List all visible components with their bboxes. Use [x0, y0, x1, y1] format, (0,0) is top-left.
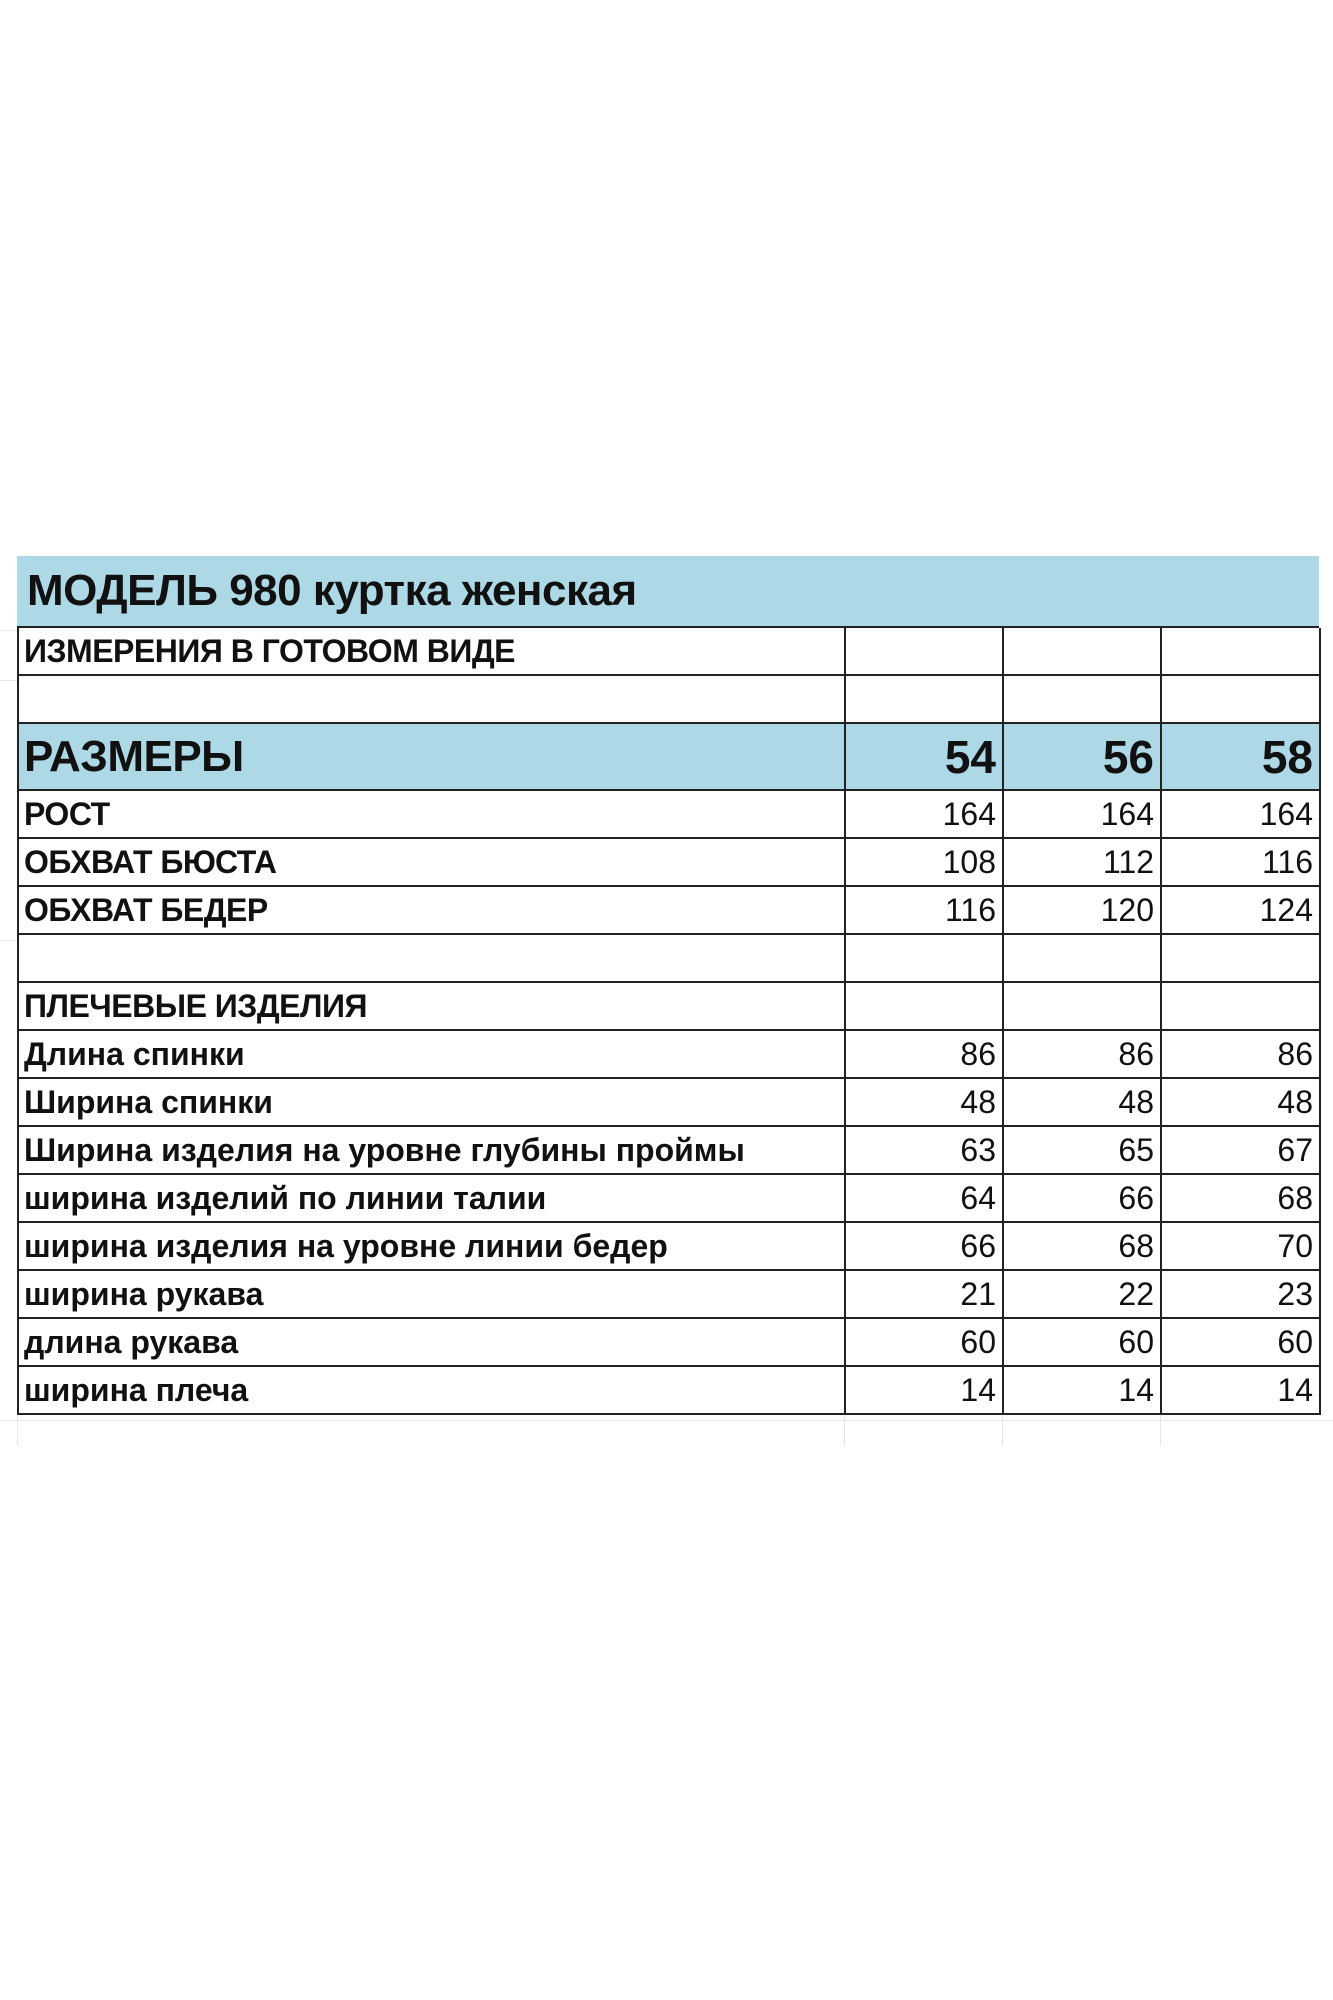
garment-row-label: Длина спинки [19, 1031, 846, 1079]
empty-cell [1162, 935, 1321, 983]
model-title: МОДЕЛЬ 980 куртка женская [17, 556, 1319, 626]
body-row-value: 112 [1004, 839, 1162, 887]
body-row-value: 124 [1162, 887, 1321, 935]
garment-row-value: 64 [846, 1175, 1004, 1223]
garment-row-label: длина рукава [19, 1319, 846, 1367]
empty-cell [1004, 983, 1162, 1031]
empty-cell [19, 935, 846, 983]
size-header-56: 56 [1004, 724, 1162, 791]
body-row-label: ОБХВАТ БЕДЕР [19, 887, 846, 935]
body-row-value: 108 [846, 839, 1004, 887]
garment-row-value: 60 [1004, 1319, 1162, 1367]
gridline [0, 630, 17, 631]
garment-row-value: 66 [846, 1223, 1004, 1271]
size-chart-sheet [17, 556, 1319, 1415]
subtitle-cell: ИЗМЕРЕНИЯ В ГОТОВОМ ВИДЕ [19, 628, 846, 676]
garment-row-label: Ширина изделия на уровне глубины проймы [19, 1127, 846, 1175]
empty-cell [846, 935, 1004, 983]
empty-cell [1162, 628, 1321, 676]
gridline [0, 1420, 1333, 1421]
garment-row-value: 48 [846, 1079, 1004, 1127]
garment-row-value: 67 [1162, 1127, 1321, 1175]
garment-row-label: Ширина спинки [19, 1079, 846, 1127]
garment-row-label: ширина изделий по линии талии [19, 1175, 846, 1223]
section-label-cell: ПЛЕЧЕВЫЕ ИЗДЕЛИЯ [19, 983, 846, 1031]
body-row-value: 164 [846, 791, 1004, 839]
size-header-54: 54 [846, 724, 1004, 791]
garment-row-value: 68 [1004, 1223, 1162, 1271]
garment-row-value: 86 [846, 1031, 1004, 1079]
gridline [0, 940, 17, 941]
garment-row-value: 60 [1162, 1319, 1321, 1367]
garment-row-label: ширина плеча [19, 1367, 846, 1415]
garment-row-value: 65 [1004, 1127, 1162, 1175]
empty-cell [1004, 628, 1162, 676]
garment-row-value: 14 [846, 1367, 1004, 1415]
garment-row-value: 63 [846, 1127, 1004, 1175]
garment-row-value: 14 [1162, 1367, 1321, 1415]
garment-row-value: 60 [846, 1319, 1004, 1367]
body-row-value: 164 [1004, 791, 1162, 839]
body-row-label: РОСТ [19, 791, 846, 839]
size-table [17, 626, 1319, 1415]
sizes-label-cell: РАЗМЕРЫ [19, 724, 846, 791]
garment-row-value: 23 [1162, 1271, 1321, 1319]
empty-cell [1004, 935, 1162, 983]
body-row-value: 116 [846, 887, 1004, 935]
body-row-label: ОБХВАТ БЮСТА [19, 839, 846, 887]
body-row-value: 120 [1004, 887, 1162, 935]
gridline [0, 680, 17, 681]
empty-cell [1162, 676, 1321, 724]
garment-row-value: 70 [1162, 1223, 1321, 1271]
garment-row-label: ширина изделия на уровне линии бедер [19, 1223, 846, 1271]
empty-cell [846, 628, 1004, 676]
garment-row-value: 48 [1162, 1079, 1321, 1127]
garment-row-value: 66 [1004, 1175, 1162, 1223]
garment-row-value: 68 [1162, 1175, 1321, 1223]
garment-row-value: 22 [1004, 1271, 1162, 1319]
empty-cell [1162, 983, 1321, 1031]
garment-row-value: 48 [1004, 1079, 1162, 1127]
garment-row-value: 86 [1004, 1031, 1162, 1079]
garment-row-value: 21 [846, 1271, 1004, 1319]
body-row-value: 164 [1162, 791, 1321, 839]
empty-cell [1004, 676, 1162, 724]
garment-row-label: ширина рукава [19, 1271, 846, 1319]
empty-cell [846, 676, 1004, 724]
body-row-value: 116 [1162, 839, 1321, 887]
empty-cell [19, 676, 846, 724]
garment-row-value: 86 [1162, 1031, 1321, 1079]
empty-cell [846, 983, 1004, 1031]
size-header-58: 58 [1162, 724, 1321, 791]
garment-row-value: 14 [1004, 1367, 1162, 1415]
